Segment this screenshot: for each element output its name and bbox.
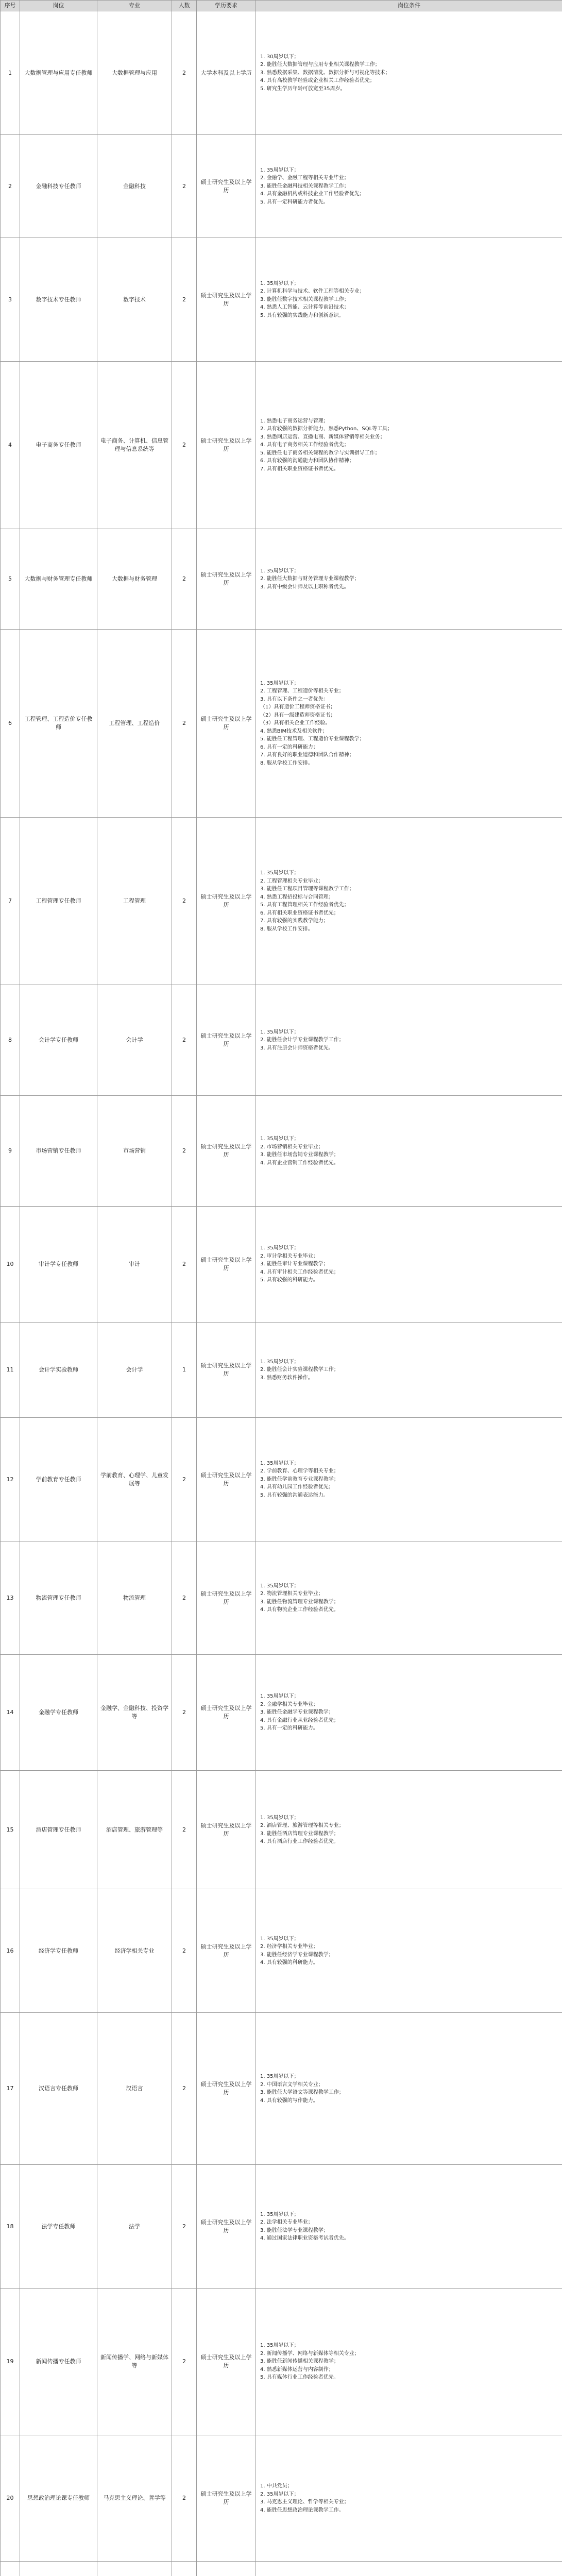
number-cell: 4 <box>1 362 20 529</box>
requirement-line: 1. 中共党员； <box>260 2483 293 2489</box>
major-cell: 电子商务、计算机、信息管理与信息系统等 <box>97 362 172 529</box>
count-cell: 2 <box>172 2289 197 2435</box>
requirement-line: 5. 具有一定科研能力者优先。 <box>260 199 329 205</box>
major-cell: 市场营销 <box>97 1096 172 1207</box>
post-cell <box>20 2562 97 2576</box>
requirement-line: 5. 具有较强的沟通表达能力。 <box>260 1492 329 1498</box>
requirement-line: 3. 能胜任酒店管理专业课程教学； <box>260 1831 339 1837</box>
requirement-line: 2. 审计学相关专业毕业； <box>260 1253 318 1259</box>
requirement-line: 3. 马克思主义理论、哲学等相关专业； <box>260 2499 349 2505</box>
education-cell: 硕士研究生及以上学历 <box>197 238 256 362</box>
major-cell <box>97 2562 172 2576</box>
requirement-line: 1. 35周岁以下； <box>260 2211 299 2217</box>
requirement-line: 1. 30周岁以下； <box>260 54 299 60</box>
education-cell: 硕士研究生及以上学历 <box>197 1323 256 1418</box>
education-cell: 大学本科及以上学历 <box>197 11 256 135</box>
number-cell: 6 <box>1 630 20 818</box>
post-cell: 酒店管理专任教师 <box>20 1771 97 1889</box>
requirement-line: 4. 具有审计相关工作经验者优先； <box>260 1269 339 1275</box>
header-number: 序号 <box>1 1 20 11</box>
post-cell: 数字技术专任教师 <box>20 238 97 362</box>
requirement-line: 1. 35周岁以下； <box>260 1359 299 1365</box>
requirement-line: 2. 工程管理相关专业毕业； <box>260 878 323 884</box>
major-cell: 审计 <box>97 1207 172 1323</box>
requirement-line: 4. 具有幼儿园工作经验者优先； <box>260 1484 334 1490</box>
education-cell: 硕士研究生及以上学历 <box>197 1096 256 1207</box>
table-row <box>1 630 562 818</box>
count-cell: 2 <box>172 985 197 1096</box>
number-cell: 11 <box>1 1323 20 1418</box>
requirements-cell <box>256 985 562 1096</box>
major-cell: 新闻传播学、网络与新媒体等 <box>97 2289 172 2435</box>
post-cell: 新闻传播专任教师 <box>20 2289 97 2435</box>
education-cell: 硕士研究生及以上学历 <box>197 1418 256 1541</box>
education-cell: 硕士研究生及以上学历 <box>197 818 256 985</box>
major-cell: 物流管理 <box>97 1541 172 1655</box>
requirements-cell <box>256 135 562 238</box>
requirements-cell <box>256 2289 562 2435</box>
requirement-line: 1. 35周岁以下； <box>260 1936 299 1942</box>
requirement-line: 6. 具有一定的科研能力； <box>260 744 318 750</box>
number-cell: 12 <box>1 1418 20 1541</box>
post-cell: 法学专任教师 <box>20 2165 97 2289</box>
education-cell: 硕士研究生及以上学历 <box>197 630 256 818</box>
requirement-line: 2. 酒店管理、旅游管理等相关专业； <box>260 1823 344 1828</box>
count-cell: 2 <box>172 630 197 818</box>
requirement-line: 2. 具有较强的数据分析能力，熟悉Python、SQL等工具； <box>260 426 393 432</box>
requirement-line: 4. 具有金融机构或科技企业工作经验者优先； <box>260 191 365 197</box>
table-row <box>1 2013 562 2165</box>
requirement-line: 2. 35周岁以下； <box>260 2491 299 2497</box>
table-row <box>1 238 562 362</box>
education-cell: 硕士研究生及以上学历 <box>197 362 256 529</box>
requirements-cell <box>256 1418 562 1541</box>
post-cell: 汉语言专任教师 <box>20 2013 97 2165</box>
number-cell: 5 <box>1 529 20 630</box>
requirement-line: 4. 具有高校教学经验或企业相关工作经验者优先； <box>260 78 375 84</box>
requirements-cell <box>256 818 562 985</box>
count-cell: 2 <box>172 1889 197 2013</box>
requirement-line: 3. 熟悉数据采集、数据清洗、数据分析与可视化等技术； <box>260 70 390 76</box>
count-cell: 2 <box>172 2013 197 2165</box>
requirements-cell <box>256 1771 562 1889</box>
count-cell: 2 <box>172 1096 197 1207</box>
number-cell: 9 <box>1 1096 20 1207</box>
education-cell: 硕士研究生及以上学历 <box>197 1889 256 2013</box>
requirement-line: （1）具有造价工程师资格证书； <box>260 704 336 710</box>
requirement-line: 1. 35周岁以下； <box>260 1245 299 1251</box>
table-row <box>1 1655 562 1771</box>
header-post: 岗位 <box>20 1 97 11</box>
count-cell: 2 <box>172 529 197 630</box>
count-cell: 2 <box>172 1655 197 1771</box>
requirement-line: 1. 35周岁以下； <box>260 167 299 173</box>
count-cell: 2 <box>172 2165 197 2289</box>
education-cell: 硕士研究生及以上学历 <box>197 2289 256 2435</box>
requirement-line: 1. 35周岁以下； <box>260 2343 299 2349</box>
requirement-line: 5. 具有较强的实践能力和创新意识。 <box>260 312 344 318</box>
major-cell: 金融学、金融科技、投资学等 <box>97 1655 172 1771</box>
number-cell: 1 <box>1 11 20 135</box>
requirement-line: 2. 新闻传播学、网络与新媒体等相关专业； <box>260 2350 360 2357</box>
requirement-line: 1. 35周岁以下； <box>260 1136 299 1142</box>
education-cell: 硕士研究生及以上学历 <box>197 1207 256 1323</box>
requirement-line: 3. 能胜任学前教育专业课程教学； <box>260 1476 339 1482</box>
requirement-line: 5. 具有工程管理相关工作经验者优先； <box>260 902 349 908</box>
requirement-line: 1. 35周岁以下； <box>260 1029 299 1035</box>
number-cell: 10 <box>1 1207 20 1323</box>
requirements-cell <box>256 1323 562 1418</box>
requirement-line: 3. 熟悉财务软件操作。 <box>260 1375 313 1381</box>
education-cell <box>197 2562 256 2576</box>
requirements-cell <box>256 1096 562 1207</box>
table-row <box>1 135 562 238</box>
post-cell: 学前教育专任教师 <box>20 1418 97 1541</box>
requirement-line: 6. 具有相关职业资格证书者优先； <box>260 910 339 916</box>
requirement-line: 2. 能胜任大数据与财务管理专业课程教学； <box>260 576 360 582</box>
requirement-line: 1. 35周岁以下； <box>260 280 299 286</box>
requirement-line: 2. 能胜任会计学专业课程教学工作； <box>260 1037 344 1043</box>
table-header <box>1 1 562 11</box>
requirement-line: 7. 具有相关职业资格证书者优先。 <box>260 466 339 472</box>
requirements-cell <box>256 630 562 818</box>
post-cell: 工程管理、工程造价专任教师 <box>20 630 97 818</box>
requirement-line: 3. 能胜任经济学专业课程教学； <box>260 1952 334 1958</box>
requirement-line: 5. 具有较强的科研能力。 <box>260 1277 318 1283</box>
table-row <box>1 1889 562 2013</box>
count-cell: 2 <box>172 11 197 135</box>
requirement-line: 1. 35周岁以下； <box>260 680 299 686</box>
post-cell: 经济学专任教师 <box>20 1889 97 2013</box>
education-cell: 硕士研究生及以上学历 <box>197 2013 256 2165</box>
major-cell: 工程管理 <box>97 818 172 985</box>
requirement-line: 4. 熟悉人工智能、云计算等前沿技术； <box>260 304 349 311</box>
requirement-line: 3. 能胜任数字技术相关课程教学工作； <box>260 296 349 302</box>
requirement-line: 2. 金融学、金融工程等相关专业毕业； <box>260 175 349 181</box>
number-cell: 20 <box>1 2435 20 2562</box>
major-cell: 马克思主义理论、哲学等 <box>97 2435 172 2562</box>
table-row <box>1 2165 562 2289</box>
post-cell: 大数据与财务管理专任教师 <box>20 529 97 630</box>
requirement-line: 4. 具有酒店行业工作经验者优先。 <box>260 1839 339 1844</box>
requirement-line: 3. 能胜任法学专业课程教学； <box>260 2227 329 2233</box>
header-major: 专业 <box>97 1 172 11</box>
requirement-line: 6. 具有较强的沟通能力和团队协作精神； <box>260 458 354 464</box>
count-cell: 2 <box>172 1418 197 1541</box>
number-cell: 17 <box>1 2013 20 2165</box>
number-cell: 2 <box>1 135 20 238</box>
education-cell: 硕士研究生及以上学历 <box>197 1655 256 1771</box>
requirements-cell <box>256 1207 562 1323</box>
table-row <box>1 818 562 985</box>
requirement-line: 7. 具有较强的实践教学能力； <box>260 918 329 924</box>
requirement-line: 5. 具有一定的科研能力。 <box>260 1725 318 1732</box>
education-cell: 硕士研究生及以上学历 <box>197 2435 256 2562</box>
requirement-line: 3. 能胜任新闻传播相关课程教学； <box>260 2359 339 2365</box>
requirement-line: 4. 通过国家法律职业资格考试者优先。 <box>260 2235 349 2241</box>
education-cell: 硕士研究生及以上学历 <box>197 2165 256 2289</box>
requirement-line: 1. 熟悉电子商务运营与管理； <box>260 418 329 424</box>
requirement-line: 2. 金融学相关专业毕业； <box>260 1701 318 1707</box>
requirement-line: 2. 经济学相关专业毕业； <box>260 1944 318 1950</box>
requirements-cell <box>256 362 562 529</box>
requirement-line: 3. 能胜任物流管理专业课程教学； <box>260 1599 339 1605</box>
table-row <box>1 1096 562 1207</box>
education-cell: 硕士研究生及以上学历 <box>197 135 256 238</box>
post-cell: 金融学专任教师 <box>20 1655 97 1771</box>
requirement-line: 2. 能胜任大数据管理与应用专业相关课程教学工作； <box>260 62 380 68</box>
major-cell: 汉语言 <box>97 2013 172 2165</box>
table-row <box>1 985 562 1096</box>
table-row <box>1 529 562 630</box>
education-cell: 硕士研究生及以上学历 <box>197 985 256 1096</box>
requirements-cell <box>256 2165 562 2289</box>
count-cell: 2 <box>172 362 197 529</box>
major-cell: 工程管理、工程造价 <box>97 630 172 818</box>
major-cell: 金融科技 <box>97 135 172 238</box>
requirement-line: 3. 具有注册会计师资格者优先。 <box>260 1045 334 1051</box>
requirement-line: 2. 物流管理相关专业毕业； <box>260 1591 323 1597</box>
requirement-line: 3. 能胜任市场营销专业课程教学； <box>260 1152 339 1158</box>
post-cell: 市场营销专任教师 <box>20 1096 97 1207</box>
requirement-line: 4. 能胜任思想政治理论课教学工作。 <box>260 2507 344 2513</box>
requirement-line: 2. 能胜任会计实验课程教学工作； <box>260 1367 339 1373</box>
major-cell: 会计学 <box>97 1323 172 1418</box>
table-row <box>1 2562 562 2576</box>
major-cell: 法学 <box>97 2165 172 2289</box>
header-requirements: 岗位条件 <box>256 1 562 11</box>
table-row <box>1 1323 562 1418</box>
post-cell: 工程管理专任教师 <box>20 818 97 985</box>
requirement-line: 1. 35周岁以下； <box>260 1583 299 1589</box>
requirement-line: 4. 具有较强的写作能力。 <box>260 2097 318 2104</box>
requirement-line: 5. 能胜任工程管理、工程造价专业课程教学； <box>260 736 365 742</box>
requirement-line: 2. 工程管理、工程造价等相关专业； <box>260 688 344 694</box>
requirement-line: 3. 能胜任审计专业课程教学； <box>260 1261 329 1267</box>
table-row <box>1 2435 562 2562</box>
requirement-line: 2. 学前教育、心理学等相关专业； <box>260 1468 339 1475</box>
requirement-line: 3. 具有以下条件之一者优先： <box>260 696 329 702</box>
table-row <box>1 1771 562 1889</box>
requirement-line: 1. 35周岁以下； <box>260 1815 299 1821</box>
requirement-line: 5. 能胜任电子商务相关课程的教学与实训指导工作； <box>260 450 380 456</box>
number-cell: 18 <box>1 2165 20 2289</box>
requirement-line: 7. 具有良好的职业道德和团队合作精神； <box>260 752 354 758</box>
requirement-line: 4. 熟悉工程招投标与合同管理； <box>260 894 334 900</box>
requirement-line: 4. 熟悉BIM技术及相关软件； <box>260 728 328 734</box>
table-row <box>1 1541 562 1655</box>
requirement-line: 3. 能胜任金融科技相关课程教学工作； <box>260 183 349 189</box>
header-row <box>1 1 562 11</box>
post-cell: 会计学实验教师 <box>20 1323 97 1418</box>
requirements-cell <box>256 11 562 135</box>
requirements-cell <box>256 2562 562 2576</box>
number-cell: 16 <box>1 1889 20 2013</box>
requirement-line: 2. 计算机科学与技术、软件工程等相关专业； <box>260 289 365 295</box>
table-body <box>1 11 562 2576</box>
count-cell <box>172 2562 197 2576</box>
requirements-cell <box>256 1889 562 2013</box>
requirement-line: 4. 具有较强的科研能力。 <box>260 1960 318 1965</box>
major-cell: 学前教育、心理学、儿童发展等 <box>97 1418 172 1541</box>
major-cell: 酒店管理、旅游管理等 <box>97 1771 172 1889</box>
count-cell: 2 <box>172 818 197 985</box>
requirement-line: 5. 具有媒体行业工作经验者优先。 <box>260 2375 339 2381</box>
number-cell <box>1 2562 20 2576</box>
number-cell: 13 <box>1 1541 20 1655</box>
count-cell: 1 <box>172 1323 197 1418</box>
number-cell: 7 <box>1 818 20 985</box>
post-cell: 电子商务专任教师 <box>20 362 97 529</box>
requirements-cell <box>256 529 562 630</box>
education-cell: 硕士研究生及以上学历 <box>197 529 256 630</box>
post-cell: 金融科技专任教师 <box>20 135 97 238</box>
requirements-cell <box>256 1541 562 1655</box>
number-cell: 3 <box>1 238 20 362</box>
post-cell: 物流管理专任教师 <box>20 1541 97 1655</box>
count-cell: 2 <box>172 1207 197 1323</box>
post-cell: 大数据管理与应用专任教师 <box>20 11 97 135</box>
major-cell: 数字技术 <box>97 238 172 362</box>
requirement-line: 1. 35周岁以下； <box>260 870 299 876</box>
requirement-line: 3. 能胜任工程项目管理等课程教学工作； <box>260 886 354 892</box>
header-education: 学历要求 <box>197 1 256 11</box>
requirement-line: 2. 市场营销相关专业毕业； <box>260 1144 323 1150</box>
requirement-line: （3）具有相关企业工作经验。 <box>260 720 331 726</box>
post-cell: 会计学专任教师 <box>20 985 97 1096</box>
post-cell: 思想政治理论课专任教师 <box>20 2435 97 2562</box>
requirement-line: 8. 服从学校工作安排。 <box>260 760 313 766</box>
requirements-cell <box>256 1655 562 1771</box>
count-cell: 2 <box>172 1771 197 1889</box>
requirements-cell <box>256 2435 562 2562</box>
requirements-cell <box>256 2013 562 2165</box>
major-cell: 大数据与财务管理 <box>97 529 172 630</box>
table-row <box>1 362 562 529</box>
requirement-line: 4. 具有金融行业从业经验者优先； <box>260 1717 339 1723</box>
requirement-line: 2. 法学相关专业毕业； <box>260 2219 313 2225</box>
requirement-line: 1. 35周岁以下； <box>260 1693 299 1700</box>
header-count: 人数 <box>172 1 197 11</box>
table-row <box>1 11 562 135</box>
number-cell: 19 <box>1 2289 20 2435</box>
requirement-line: 1. 35周岁以下； <box>260 568 299 574</box>
requirement-line: 5. 研究生学历年龄可放宽至35周岁。 <box>260 86 346 92</box>
major-cell: 经济学相关专业 <box>97 1889 172 2013</box>
education-cell: 硕士研究生及以上学历 <box>197 1771 256 1889</box>
requirement-line: （2）具有一级建造师资格证书； <box>260 712 336 718</box>
requirement-line: 4. 熟悉新媒体运营与内容制作； <box>260 2366 334 2372</box>
table-row <box>1 1207 562 1323</box>
table-row <box>1 2289 562 2435</box>
number-cell: 14 <box>1 1655 20 1771</box>
requirement-line: 4. 具有电子商务相关工作经验者优先； <box>260 442 349 448</box>
requirement-line: 4. 具有物流企业工作经验者优先。 <box>260 1607 339 1613</box>
post-cell: 审计学专任教师 <box>20 1207 97 1323</box>
count-cell: 2 <box>172 2435 197 2562</box>
requirements-cell <box>256 238 562 362</box>
major-cell: 会计学 <box>97 985 172 1096</box>
requirement-line: 2. 中国语言文学相关专业； <box>260 2081 323 2088</box>
requirement-line: 3. 具有中级会计师及以上职称者优先。 <box>260 584 349 590</box>
requirement-line: 3. 熟悉网店运营、直播电商、新媒体营销等相关业务； <box>260 434 385 440</box>
requirement-line: 4. 具有企业营销工作经验者优先。 <box>260 1160 339 1166</box>
requirement-line: 3. 能胜任金融学专业课程教学； <box>260 1709 334 1716</box>
requirement-line: 1. 35周岁以下； <box>260 1460 299 1466</box>
count-cell: 2 <box>172 135 197 238</box>
table-row <box>1 1418 562 1541</box>
major-cell: 大数据管理与应用 <box>97 11 172 135</box>
requirement-line: 1. 35周岁以下； <box>260 2074 299 2079</box>
education-cell: 硕士研究生及以上学历 <box>197 1541 256 1655</box>
count-cell: 2 <box>172 1541 197 1655</box>
requirement-line: 3. 能胜任大学语文等课程教学工作； <box>260 2090 344 2095</box>
count-cell: 2 <box>172 238 197 362</box>
number-cell: 15 <box>1 1771 20 1889</box>
number-cell: 8 <box>1 985 20 1096</box>
requirement-line: 8. 服从学校工作安排。 <box>260 926 313 932</box>
